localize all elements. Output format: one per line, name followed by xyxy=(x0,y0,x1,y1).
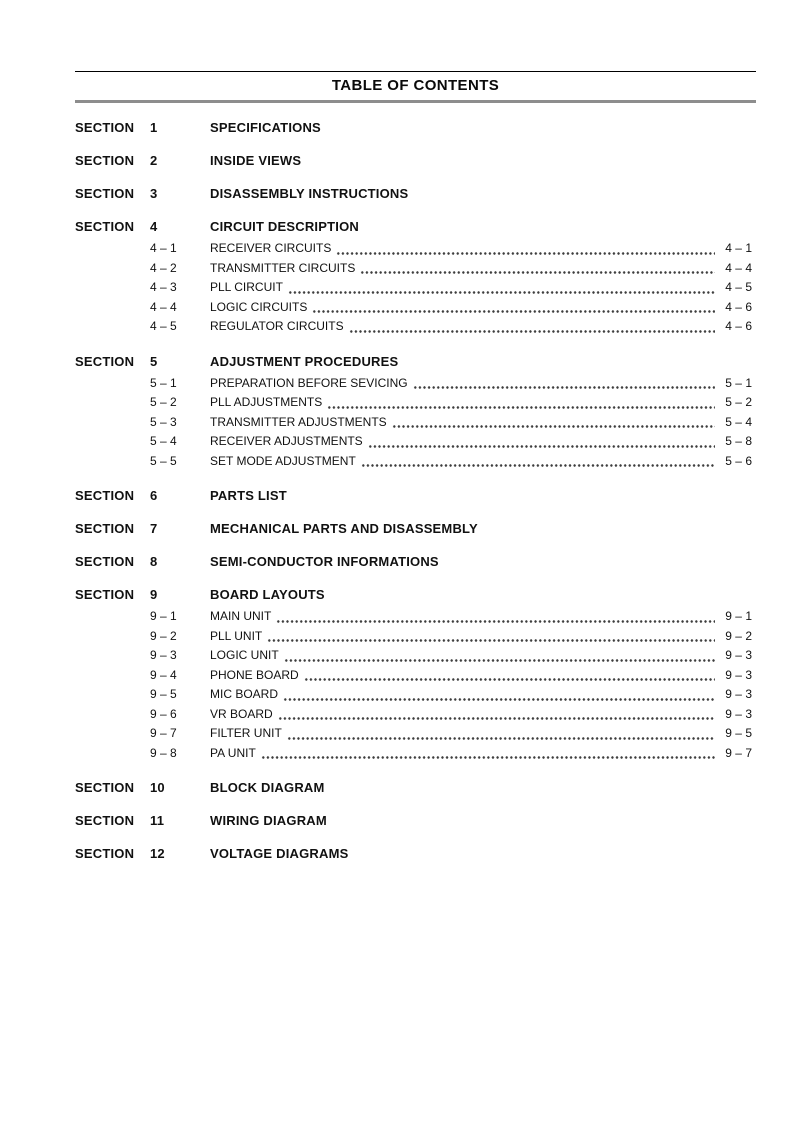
section-label: SECTION xyxy=(75,219,135,234)
section-number: 1 xyxy=(150,120,158,135)
item-title: PLL ADJUSTMENTS xyxy=(210,395,323,409)
toc-item xyxy=(75,317,756,337)
toc-item-list xyxy=(75,374,756,472)
item-title: PLL CIRCUIT xyxy=(210,280,283,294)
item-page-ref: 9 – 2 xyxy=(725,628,752,643)
item-title: SET MODE ADJUSTMENT xyxy=(210,453,356,468)
item-title: VR BOARD xyxy=(210,706,273,721)
toc-section-block xyxy=(75,587,756,763)
toc-section-block xyxy=(75,554,756,570)
toc-section-block xyxy=(75,120,756,136)
toc-section-heading xyxy=(75,186,756,202)
toc-item xyxy=(75,298,756,318)
item-number: 5 – 1 xyxy=(150,375,177,390)
item-title: RECEIVER ADJUSTMENTS xyxy=(210,434,363,448)
dot-leader xyxy=(283,685,715,705)
dot-leader xyxy=(312,298,715,318)
section-label: SECTION xyxy=(75,780,135,795)
item-page-ref: 5 – 6 xyxy=(725,453,752,468)
section-number: 9 xyxy=(150,587,158,602)
section-title: SEMI-CONDUCTOR INFORMATIONS xyxy=(210,554,439,569)
toc-item xyxy=(75,452,756,472)
page-content xyxy=(75,0,756,862)
section-label: SECTION xyxy=(75,521,135,536)
section-label: SECTION xyxy=(75,120,135,135)
toc-item xyxy=(75,607,756,627)
item-title: PLL UNIT xyxy=(210,628,263,643)
section-title: INSIDE VIEWS xyxy=(210,153,302,168)
toc-item xyxy=(75,724,756,744)
section-label: SECTION xyxy=(75,813,135,828)
item-number: 9 – 1 xyxy=(150,609,177,623)
dot-leader xyxy=(392,413,715,433)
toc-item xyxy=(75,239,756,259)
item-page-ref: 5 – 1 xyxy=(725,375,752,390)
section-number: 3 xyxy=(150,186,158,201)
toc-section-heading xyxy=(75,153,756,169)
item-page-ref: 9 – 1 xyxy=(725,609,752,623)
toc-item xyxy=(75,744,756,764)
section-label: SECTION xyxy=(75,353,135,369)
item-number: 9 – 2 xyxy=(150,628,177,643)
item-page-ref: 9 – 5 xyxy=(725,726,752,740)
item-number: 9 – 6 xyxy=(150,706,177,721)
section-number: 2 xyxy=(150,153,158,168)
toc-list xyxy=(75,120,756,862)
item-number: 5 – 3 xyxy=(150,414,177,429)
page-title: TABLE OF CONTENTS xyxy=(331,77,500,94)
section-number: 4 xyxy=(150,219,158,234)
item-title: MAIN UNIT xyxy=(210,609,272,623)
dot-leader xyxy=(368,432,715,452)
item-page-ref: 4 – 6 xyxy=(725,319,752,333)
toc-section-block xyxy=(75,488,756,504)
dot-leader xyxy=(261,744,715,764)
item-page-ref: 9 – 3 xyxy=(725,687,752,701)
section-label: SECTION xyxy=(75,186,135,201)
item-number: 5 – 4 xyxy=(150,434,177,448)
toc-item xyxy=(75,393,756,413)
dot-leader xyxy=(304,666,715,686)
section-label: SECTION xyxy=(75,846,135,861)
item-page-ref: 4 – 5 xyxy=(725,280,752,294)
dot-leader xyxy=(278,705,715,725)
dot-leader xyxy=(267,627,715,647)
title-underline-rule xyxy=(75,100,756,103)
item-title: MIC BOARD xyxy=(210,687,279,701)
dot-leader xyxy=(276,607,715,627)
item-title: REGULATOR CIRCUITS xyxy=(210,319,344,333)
item-title: LOGIC UNIT xyxy=(210,648,279,662)
toc-section-heading xyxy=(75,354,756,370)
section-number: 6 xyxy=(150,488,158,503)
dot-leader xyxy=(361,452,715,472)
item-number: 4 – 1 xyxy=(150,241,177,255)
dot-leader xyxy=(327,393,715,413)
toc-section-block xyxy=(75,780,756,796)
item-title: RECEIVER CIRCUITS xyxy=(210,241,332,255)
section-title: MECHANICAL PARTS AND DISASSEMBLY xyxy=(210,521,478,536)
item-title: TRANSMITTER ADJUSTMENTS xyxy=(210,414,387,429)
dot-leader xyxy=(288,278,715,298)
item-number: 4 – 3 xyxy=(150,280,177,294)
section-title: BOARD LAYOUTS xyxy=(210,587,325,602)
section-title: DISASSEMBLY INSTRUCTIONS xyxy=(210,186,409,201)
toc-section-block xyxy=(75,521,756,537)
toc-item-list xyxy=(75,239,756,337)
toc-section-heading xyxy=(75,554,756,570)
section-title: WIRING DIAGRAM xyxy=(210,813,327,828)
toc-item xyxy=(75,413,756,433)
toc-item xyxy=(75,685,756,705)
toc-section-block xyxy=(75,153,756,169)
toc-section-block xyxy=(75,354,756,472)
item-page-ref: 9 – 7 xyxy=(725,745,752,760)
item-page-ref: 4 – 1 xyxy=(725,241,752,255)
section-number: 8 xyxy=(150,554,158,569)
toc-item xyxy=(75,259,756,279)
section-number: 7 xyxy=(150,521,158,536)
section-number: 11 xyxy=(150,813,165,828)
item-page-ref: 9 – 3 xyxy=(725,706,752,721)
dot-leader xyxy=(413,374,715,394)
item-page-ref: 4 – 4 xyxy=(725,260,752,275)
item-title: TRANSMITTER CIRCUITS xyxy=(210,260,356,275)
item-number: 9 – 7 xyxy=(150,726,177,740)
item-number: 4 – 4 xyxy=(150,299,177,314)
toc-item xyxy=(75,627,756,647)
toc-item xyxy=(75,278,756,298)
toc-section-heading xyxy=(75,587,756,603)
toc-section-heading xyxy=(75,521,756,537)
toc-section-heading xyxy=(75,846,756,862)
item-number: 4 – 5 xyxy=(150,319,177,333)
toc-item xyxy=(75,374,756,394)
item-title: PA UNIT xyxy=(210,745,256,760)
item-title: PHONE BOARD xyxy=(210,667,299,682)
item-number: 5 – 5 xyxy=(150,453,177,468)
section-label: SECTION xyxy=(75,488,135,503)
section-title: SPECIFICATIONS xyxy=(210,120,321,135)
section-number: 5 xyxy=(150,353,158,369)
toc-section-block xyxy=(75,219,756,337)
item-title: FILTER UNIT xyxy=(210,726,282,740)
item-page-ref: 5 – 8 xyxy=(725,434,752,448)
section-label: SECTION xyxy=(75,554,135,569)
section-label: SECTION xyxy=(75,587,135,602)
toc-item xyxy=(75,646,756,666)
toc-item xyxy=(75,705,756,725)
toc-section-heading xyxy=(75,120,756,136)
dot-leader xyxy=(284,646,715,666)
dot-leader xyxy=(336,239,715,259)
item-page-ref: 9 – 3 xyxy=(725,667,752,682)
section-title: VOLTAGE DIAGRAMS xyxy=(210,846,349,861)
item-page-ref: 4 – 6 xyxy=(725,299,752,314)
item-number: 9 – 8 xyxy=(150,745,177,760)
toc-section-block xyxy=(75,186,756,202)
section-title: PARTS LIST xyxy=(210,488,287,503)
section-number: 10 xyxy=(150,780,165,795)
item-number: 5 – 2 xyxy=(150,395,177,409)
item-page-ref: 5 – 4 xyxy=(725,414,752,429)
item-number: 9 – 3 xyxy=(150,648,177,662)
section-label: SECTION xyxy=(75,153,135,168)
dot-leader xyxy=(349,317,715,337)
toc-item-list xyxy=(75,607,756,763)
section-title: BLOCK DIAGRAM xyxy=(210,780,325,795)
toc-section-heading xyxy=(75,813,756,829)
toc-section-heading xyxy=(75,219,756,235)
toc-section-heading xyxy=(75,780,756,796)
item-number: 9 – 4 xyxy=(150,667,177,682)
toc-item xyxy=(75,666,756,686)
toc-section-block xyxy=(75,846,756,862)
item-number: 4 – 2 xyxy=(150,260,177,275)
dot-leader xyxy=(360,259,715,279)
item-number: 9 – 5 xyxy=(150,687,177,701)
item-title: PREPARATION BEFORE SEVICING xyxy=(210,375,408,390)
section-number: 12 xyxy=(150,846,165,861)
item-page-ref: 5 – 2 xyxy=(725,395,752,409)
dot-leader xyxy=(287,724,715,744)
item-page-ref: 9 – 3 xyxy=(725,648,752,662)
section-title: ADJUSTMENT PROCEDURES xyxy=(210,353,399,369)
toc-section-heading xyxy=(75,488,756,504)
toc-section-block xyxy=(75,813,756,829)
item-title: LOGIC CIRCUITS xyxy=(210,299,308,314)
toc-item xyxy=(75,432,756,452)
section-title: CIRCUIT DESCRIPTION xyxy=(210,219,359,234)
